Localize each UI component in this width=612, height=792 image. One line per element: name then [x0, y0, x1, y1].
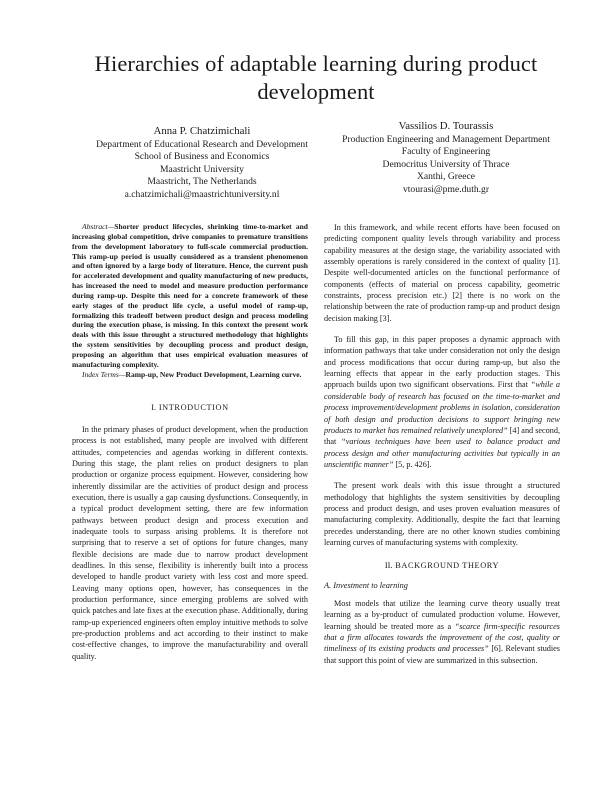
quotation: “while a considerable body of research has focused on the time-to-market and process improvement/development problems in isolation, consideration of both design and production decisions to support bringing new products to market has remained relatively unexplored”	[324, 380, 561, 435]
author-2-affiliation-line: Democritus University of Thrace	[382, 158, 510, 170]
abstract	[72, 222, 308, 370]
section-number: II.	[384, 561, 393, 571]
section-heading-introduction	[72, 402, 308, 413]
body-text: To fill this gap, in this paper proposes a dynamic approach with information pathways that take under consideration not only the design and process modifications that occur during ramp-up, but also the learning effects that appear in the early production stages. This approach builds upon two significant observations. First that	[324, 335, 560, 390]
body-text: Most models that utilize the learning curve theory usually treat learning as a by-product of cumulated production volume. However, learning should be treated more as a	[324, 598, 560, 631]
paper-title: Hierarchies of adaptable learning during product development	[94, 51, 538, 104]
author-2-email: vtourasi@pme.duth.gr	[402, 183, 490, 195]
body-text: [5, p. 426].	[393, 459, 432, 469]
section-heading-background	[324, 560, 560, 571]
author-1-affiliation-line: Department of Educational Research and Development	[96, 138, 308, 150]
index-terms	[72, 370, 308, 380]
subsection-heading: A. Investment to learning	[324, 580, 408, 590]
body-paragraph	[324, 334, 560, 470]
quotation: “various techniques have been used to balance product and process design and other manufacturing activities but typically in an unscientific manner”	[324, 437, 561, 469]
section-title: BACKGROUND THEORY	[395, 561, 500, 571]
body-paragraph: The present work deals with this issue throught a structured methodology that highlights the system sensitivities by decoupling process and product design, and uses proven evaluation measures of manufacturing complexity. Additionally, despite the fact that learning precedes understanding, there are no other known studies combining learning curves of manufacturing systems with complexity.	[324, 481, 560, 547]
author-2-affiliation-line: Faculty of Engineering	[401, 146, 491, 158]
author-1-email: a.chatzimichali@maastrichtuniversity.nl	[124, 188, 280, 200]
section-number: I.	[151, 402, 157, 412]
intro-paragraph: In the primary phases of product development, when the production process is not established, many people are involved with different attitudes, competencies and agendas working in different contexts. During this stage, the plant relies on product designers to plan production or organize process equipment. However, considering how inherently dissimilar are the activities of product design and process execution, there is usually a gap causing dysfunctions. Consequently, in a typical product development setting, there are few information pathways between product design and process execution and inadequate tools to surpass arising problems. It is therefore not surprising that to reserve a set of options for future changes, many flexible decisions are made due to narrow product development deadlines. In this sense, flexibility is inherently built into a process developed to handle product variety with less cost and more speed. Leaving many options open, however, has consequences in the production performance, since emerging problems are solved with quick patches and late fixes at the execution phase. Additionally, during ramp-up experienced engineers often employ intuitive methods to solve pre-production problems and act according to their instinct to make cost-effective changes, to improve the manufacturability and overall quality.	[72, 424, 308, 661]
left-column	[72, 222, 308, 666]
author-2	[332, 120, 560, 222]
author-2-affiliation-line: Production Engineering and Management Department	[342, 133, 550, 145]
index-terms-text: Ramp-up, New Product Development, Learning curve.	[125, 369, 302, 379]
abstract-label: Abstract—	[82, 222, 115, 231]
index-terms-label: Index Terms—	[82, 369, 126, 379]
body-paragraph: In this framework, and while recent efforts have been focused on predicting component quality levels through variability and process capability measures at the design stage, the variability associated with assembly operations is rarely considered in the context of quality [1]. Despite well-documented articles on the functional performance of components (effects of material on process capability, geometric constraints, process precision etc.) [2] there is no work on the relationship between the rate of production ramp-up and product design decision making [3].	[324, 223, 560, 323]
author-1-name: Anna P. Chatzimichali	[153, 125, 251, 137]
right-column	[324, 222, 560, 666]
author-1-affiliation-line: School of Business and Economics	[134, 151, 270, 163]
author-2-name: Vassilios D. Tourassis	[398, 120, 494, 132]
body-paragraph	[324, 598, 560, 666]
abstract-text: Shorter product lifecycles, shrinking time-to-market and increasing global competition, drive companies to premature transitions from the development laboratory to full-scale commercial production. This ramp-up period is usually considered as a transient phenomenon and often ignored by a large body of literature. Hence, the current push for accelerated development and quality manufacturing of new products, has increased the need to model and measure production performance during ramp-up. Despite this need for a concrete framework of these early stages of the product life cycle, a useful model of ramp-up, formalizing this tradeoff between product design and process modeling during the execution phase, is missing. In this context the present work deals with this issue throught a structured methodology that highlights the system sensitivities by decoupling process and product design, proposing an algorithm that uses empirical evaluation measures of manufacturing complexity.	[72, 222, 308, 369]
body-text: [4] and second, that	[324, 425, 560, 447]
author-1	[72, 125, 332, 222]
two-column-body	[72, 222, 560, 666]
author-1-affiliation-line: Maastricht University	[160, 163, 244, 175]
author-2-affiliation-line: Xanthi, Greece	[416, 171, 476, 183]
quotation: “scarce firm-specific resources that a firm allocates towards the improvement of the cost, quality or timeliness of its existing products and processes”	[324, 621, 560, 654]
author-block	[72, 120, 560, 222]
section-title: INTRODUCTION	[158, 402, 229, 412]
body-text: [6]. Relevant studies that support this point of view are summarized in this subsection.	[324, 644, 560, 665]
author-1-affiliation-line: Maastricht, The Netherlands	[147, 176, 257, 188]
